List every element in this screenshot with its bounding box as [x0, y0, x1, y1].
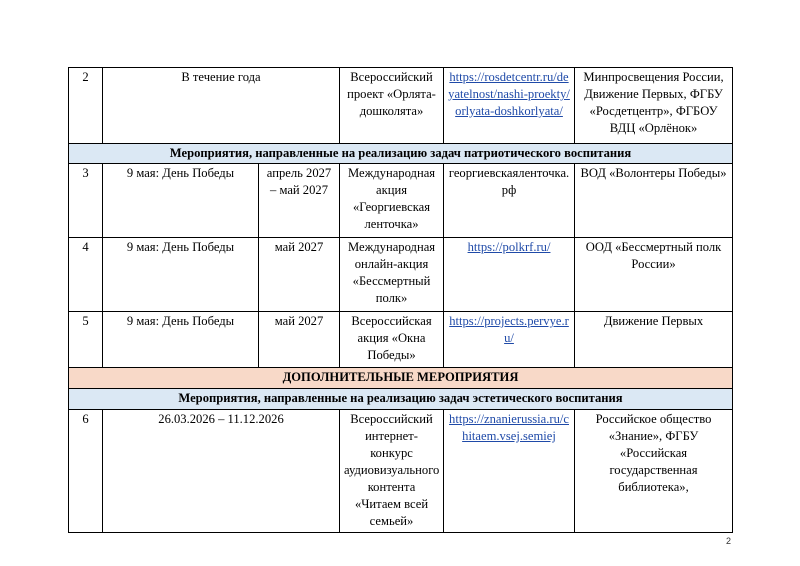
row-number: 5 [69, 312, 103, 368]
event-name: Всероссийская акция «Окна Победы» [340, 312, 444, 368]
table-row [69, 164, 733, 238]
event-link-cell [444, 410, 575, 533]
row-number: 3 [69, 164, 103, 238]
table-row [69, 312, 733, 368]
table-row [69, 238, 733, 312]
event-organizer: Движение Первых [575, 312, 733, 368]
event-name: Всероссийский проект «Орлята-дошколята» [340, 68, 444, 144]
row-number: 4 [69, 238, 103, 312]
event-period: май 2027 [259, 312, 340, 368]
section-header-aesthetic: Мероприятия, направленные на реализацию задач эстетического воспитания [69, 389, 733, 410]
event-date: 9 мая: День Победы [103, 164, 259, 238]
event-date: 9 мая: День Победы [103, 312, 259, 368]
extra-header-row [69, 368, 733, 389]
event-link-cell [444, 164, 575, 238]
section-header-patriotic: Мероприятия, направленные на реализацию задач патриотического воспитания [69, 144, 733, 164]
event-organizer: ООД «Бессмертный полк России» [575, 238, 733, 312]
event-link[interactable]: https://projects.pervye.ru/ [449, 314, 569, 345]
event-name: Международная акция «Георгиевская ленточка» [340, 164, 444, 238]
event-link-cell [444, 312, 575, 368]
event-link[interactable]: https://znanierussia.ru/chitaem.vsej.semiej [449, 412, 569, 443]
section-header-additional: ДОПОЛНИТЕЛЬНЫЕ МЕРОПРИЯТИЯ [69, 368, 733, 389]
event-date: 26.03.2026 – 11.12.2026 [103, 410, 340, 533]
row-number: 2 [69, 68, 103, 144]
event-date: 9 мая: День Победы [103, 238, 259, 312]
table-row [69, 68, 733, 144]
table-row [69, 410, 733, 533]
page-number: 2 [725, 536, 731, 546]
event-organizer: Минпросвещения России, Движение Первых, ФГБУ «Росдетцентр», ФГБОУ ВДЦ «Орлёнок» [575, 68, 733, 144]
section-header-row [69, 144, 733, 164]
event-link[interactable]: https://rosdetcentr.ru/deyatelnost/nashi-proekty/orlyata-doshkorlyata/ [448, 70, 570, 118]
events-table [68, 67, 733, 533]
event-date: В течение года [103, 68, 340, 144]
event-name: Международная онлайн-акция «Бессмертный полк» [340, 238, 444, 312]
event-link-cell [444, 238, 575, 312]
event-site-text: георгиевскаяленточка.рф [448, 166, 570, 197]
event-period: май 2027 [259, 238, 340, 312]
row-number: 6 [69, 410, 103, 533]
event-period: апрель 2027 – май 2027 [259, 164, 340, 238]
section-header-row [69, 389, 733, 410]
event-name: Всероссийский интернет-конкурс аудиовизуального контента «Читаем всей семьей» [340, 410, 444, 533]
event-link[interactable]: https://polkrf.ru/ [467, 240, 551, 254]
event-link-cell [444, 68, 575, 144]
event-organizer: Российское общество «Знание», ФГБУ «Российская государственная библиотека», [575, 410, 733, 533]
event-organizer: ВОД «Волонтеры Победы» [575, 164, 733, 238]
